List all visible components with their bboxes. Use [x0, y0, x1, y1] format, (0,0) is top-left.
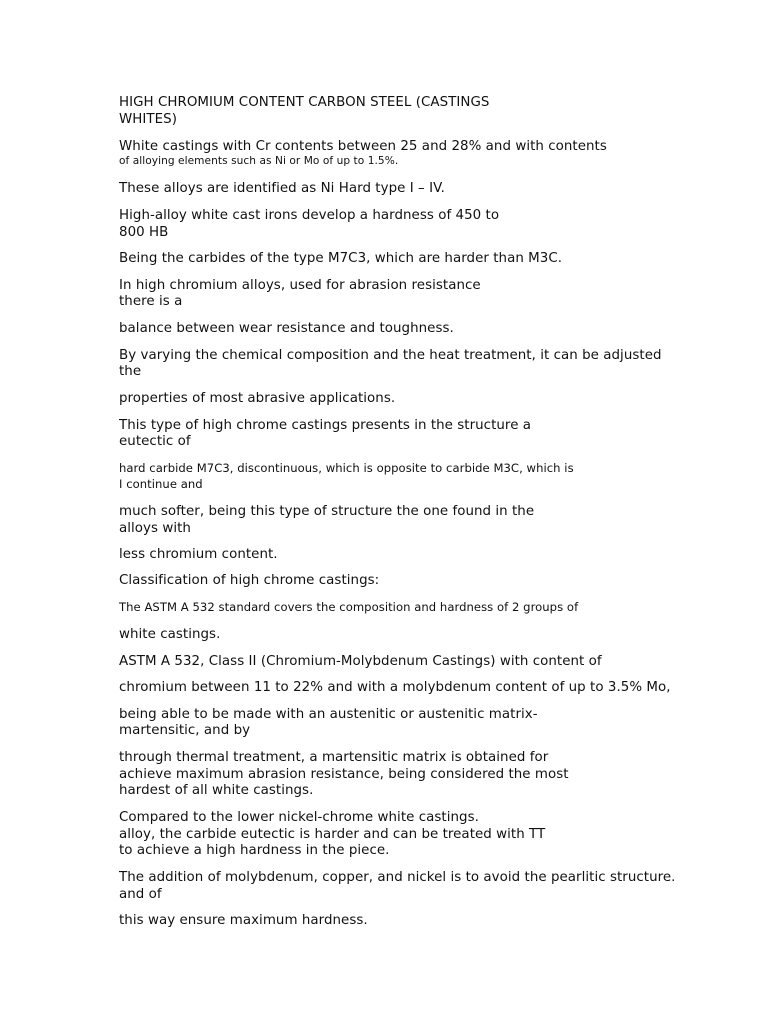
- text-line: the: [119, 364, 142, 379]
- text-line: ASTM A 532, Class II (Chromium-Molybdenum Castings) with content of: [119, 654, 602, 669]
- document-title-line: WHITES): [119, 112, 177, 127]
- text-line: much softer, being this type of structure the one found in the: [119, 504, 535, 519]
- text-line: alloy, the carbide eutectic is harder and can be treated with TT: [119, 827, 546, 842]
- document-title-line: HIGH CHROMIUM CONTENT CARBON STEEL (CASTINGS: [119, 95, 490, 110]
- text-line: white castings.: [119, 627, 221, 642]
- text-line: hard carbide M7C3, discontinuous, which is opposite to carbide M3C, which is: [119, 461, 574, 475]
- text-line: The addition of molybdenum, copper, and nickel is to avoid the pearlitic structure.: [119, 870, 676, 885]
- text-line: The ASTM A 532 standard covers the composition and hardness of 2 groups of: [119, 600, 579, 614]
- text-line: eutectic of: [119, 434, 191, 449]
- text-line: to achieve a high hardness in the piece.: [119, 843, 390, 858]
- text-line: less chromium content.: [119, 547, 278, 562]
- text-line: through thermal treatment, a martensitic matrix is obtained for: [119, 750, 549, 765]
- text-line: I continue and: [119, 477, 203, 491]
- text-line: martensitic, and by: [119, 723, 251, 738]
- text-line: of alloying elements such as Ni or Mo of up to 1.5%.: [119, 155, 399, 167]
- section-heading-line: Classification of high chrome castings:: [119, 573, 380, 588]
- text-line: These alloys are identified as Ni Hard type I – IV.: [119, 181, 445, 196]
- text-line: 800 HB: [119, 225, 169, 240]
- text-line: chromium between 11 to 22% and with a molybdenum content of up to 3.5% Mo,: [119, 680, 671, 695]
- text-line: and of: [119, 887, 162, 902]
- text-line: achieve maximum abrasion resistance, being considered the most: [119, 767, 569, 782]
- text-line: being able to be made with an austenitic or austenitic matrix-: [119, 707, 538, 722]
- text-line: this way ensure maximum hardness.: [119, 913, 368, 928]
- text-line: alloys with: [119, 521, 191, 536]
- text-line: This type of high chrome castings presents in the structure a: [119, 418, 532, 433]
- text-line: By varying the chemical composition and the heat treatment, it can be adjusted: [119, 348, 662, 363]
- text-line: In high chromium alloys, used for abrasion resistance: [119, 278, 481, 293]
- text-line: Being the carbides of the type M7C3, which are harder than M3C.: [119, 251, 563, 266]
- text-line: there is a: [119, 294, 183, 309]
- text-line: White castings with Cr contents between 25 and 28% and with contents: [119, 139, 607, 154]
- text-line: properties of most abrasive applications.: [119, 391, 396, 406]
- text-line: hardest of all white castings.: [119, 783, 314, 798]
- text-line: High-alloy white cast irons develop a hardness of 450 to: [119, 208, 500, 223]
- text-line: balance between wear resistance and toughness.: [119, 321, 454, 336]
- text-line: Compared to the lower nickel-chrome white castings.: [119, 810, 479, 825]
